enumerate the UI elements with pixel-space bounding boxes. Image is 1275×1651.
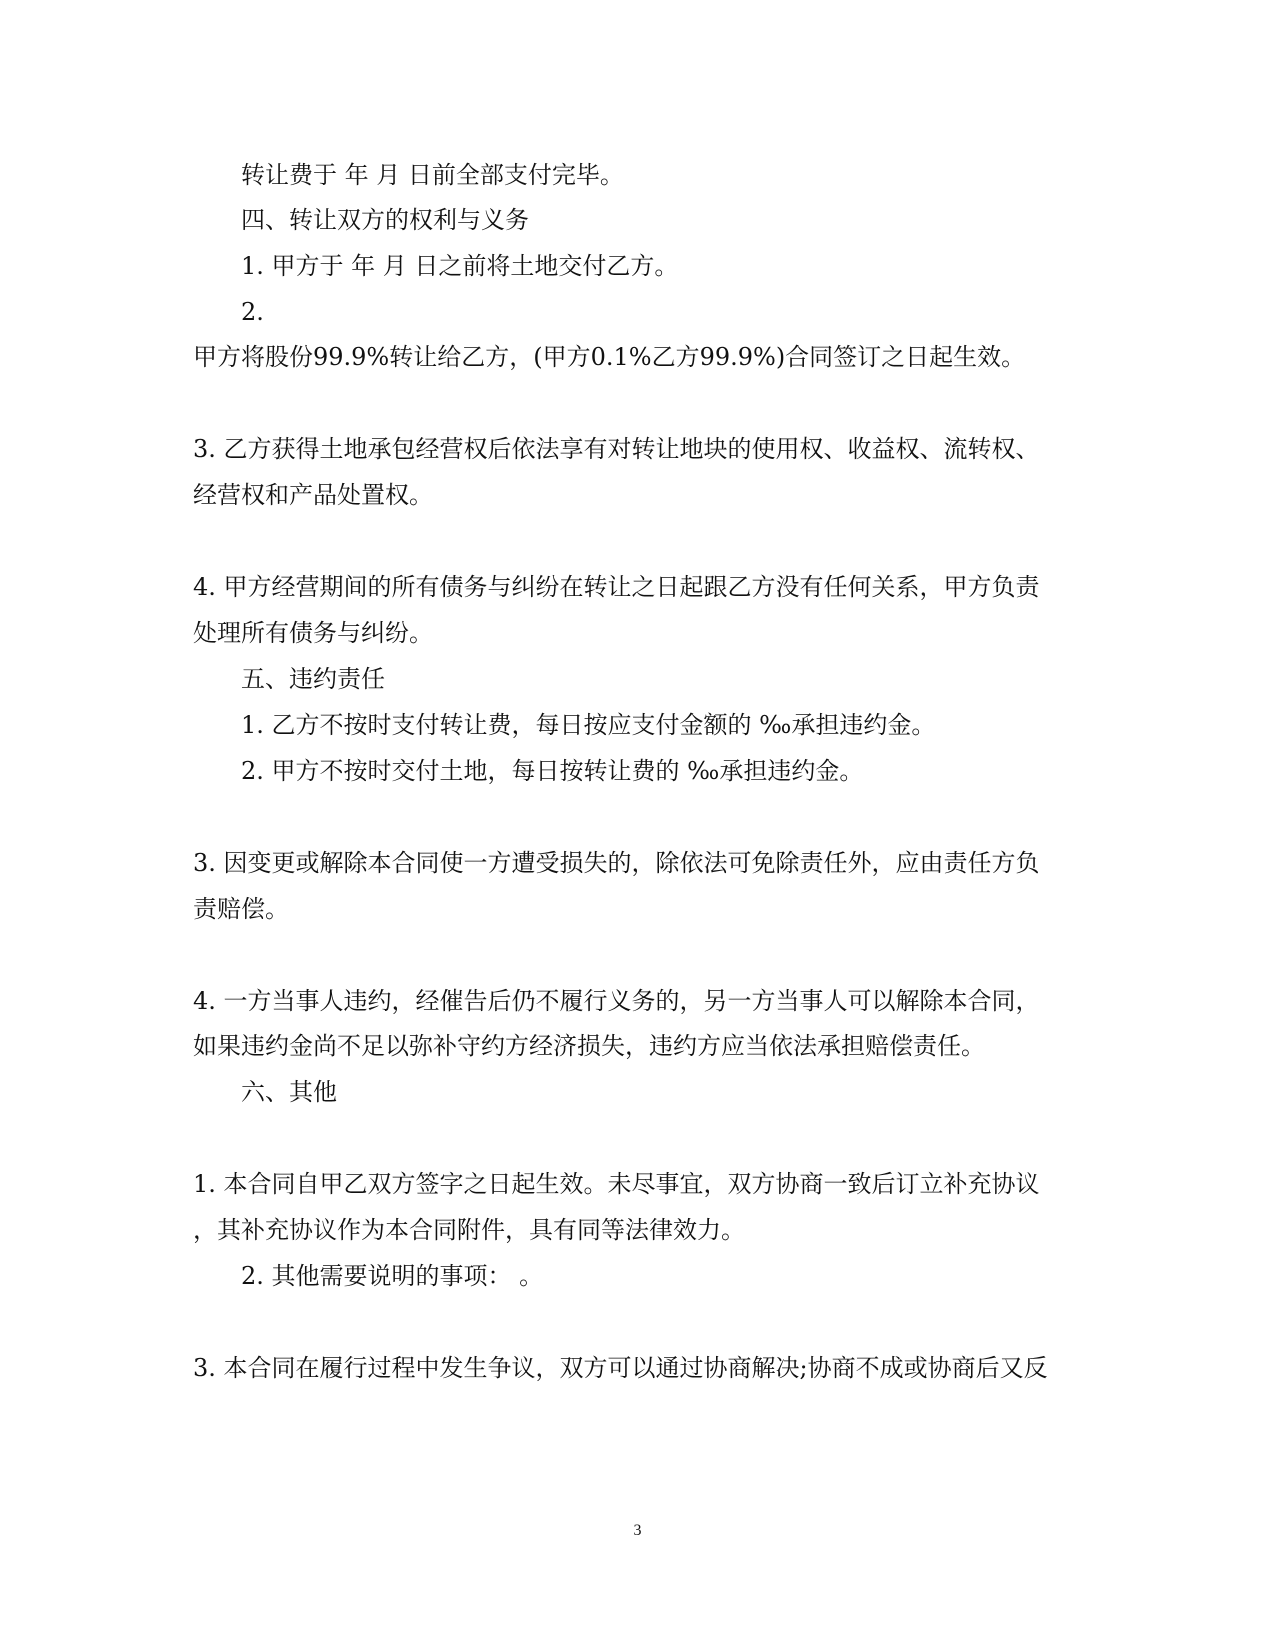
text-line: 经营权和产品处置权。 (193, 481, 433, 509)
text-line: 责赔偿。 (193, 895, 289, 923)
page-number: 3 (633, 1522, 642, 1539)
text-line: 2. 其他需要说明的事项： 。 (241, 1262, 544, 1290)
text-line: 3. 因变更或解除本合同使一方遭受损失的，除依法可免除责任外，应由责任方负 (193, 849, 1040, 877)
text-line: 2. 甲方不按时交付土地，每日按转让费的 ‰承担违约金。 (241, 757, 864, 785)
text-line: 3. 乙方获得土地承包经营权后依法享有对转让地块的使用权、收益权、流转权、 (193, 435, 1040, 463)
section-heading: 四、转让双方的权利与义务 (241, 206, 529, 234)
text-line: 1. 乙方不按时支付转让费，每日按应支付金额的 ‰承担违约金。 (241, 711, 936, 739)
text-line: 1. 本合同自甲乙双方签字之日起生效。未尽事宜，双方协商一致后订立补充协议 (193, 1170, 1040, 1198)
text-line: 4. 一方当事人违约，经催告后仍不履行义务的，另一方当事人可以解除本合同， (193, 987, 1040, 1015)
text-line: 处理所有债务与纠纷。 (193, 619, 433, 647)
text-line: 甲方将股份99.9%转让给乙方，(甲方0.1%乙方99.9%)合同签订之日起生效。 (193, 343, 1026, 371)
text-line: 1. 甲方于 年 月 日之前将土地交付乙方。 (241, 252, 679, 280)
section-heading: 五、违约责任 (241, 665, 385, 693)
text-line: 2. (241, 298, 264, 326)
text-line: 4. 甲方经营期间的所有债务与纠纷在转让之日起跟乙方没有任何关系，甲方负责 (193, 573, 1040, 601)
text-line: 3. 本合同在履行过程中发生争议，双方可以通过协商解决;协商不成或协商后又反 (193, 1354, 1048, 1382)
section-heading: 六、其他 (241, 1078, 337, 1106)
text-line: 如果违约金尚不足以弥补守约方经济损失，违约方应当依法承担赔偿责任。 (193, 1032, 985, 1060)
text-line: 转让费于 年 月 日前全部支付完毕。 (241, 161, 624, 189)
text-line: ，其补充协议作为本合同附件，具有同等法律效力。 (193, 1216, 745, 1244)
